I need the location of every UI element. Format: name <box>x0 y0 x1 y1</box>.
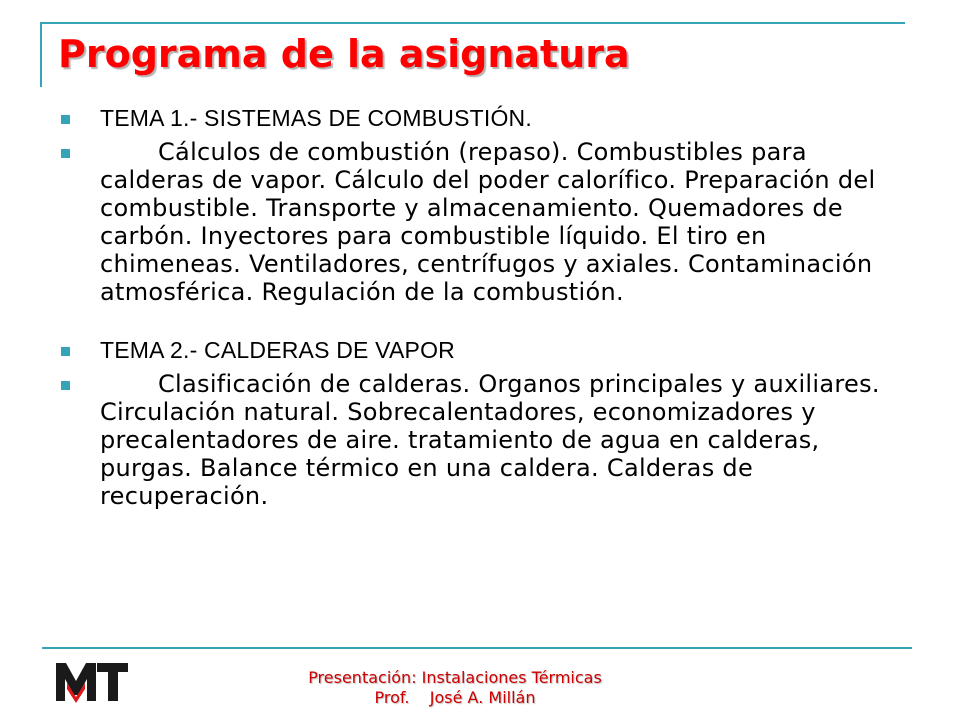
square-bullet-icon <box>61 347 70 356</box>
footer-professor: Prof. José A. Millán <box>374 688 536 707</box>
list-item-text: Cálculos de combustión (repaso). Combustibles para calderas de vapor. Cálculo del poder calorífico. Preparación del combustible. Transporte y almacenamiento. Quemadores de carbón. Inyectores para combustible líquido. El tiro en chimeneas. Ventiladores, centrífugos y axiales. Contaminación atmosférica. Regulación de la combustión. <box>100 138 876 306</box>
list-item-tema-1 <box>58 104 893 132</box>
square-bullet-icon <box>61 115 70 124</box>
list-item-tema-2-content <box>58 370 893 510</box>
list-item-text: TEMA 1.- SISTEMAS DE COMBUSTIÓN. <box>100 105 532 131</box>
slide-title: Programa de la asignatura <box>58 32 630 76</box>
list-item-text: Clasificación de calderas. Organos principales y auxiliares. Circulación natural. Sobrecalentadores, economizadores y precalentadores de aire. tratamiento de agua en calderas, purgas. Balance térmico en una caldera. Calderas de recuperación. <box>100 370 880 510</box>
footer-rule <box>42 647 912 649</box>
top-rule <box>40 22 905 24</box>
list-item-tema-2 <box>58 336 893 364</box>
mt-logo-icon <box>54 659 130 705</box>
square-bullet-icon <box>61 381 70 390</box>
content-list <box>58 104 893 510</box>
list-item-text: TEMA 2.- CALDERAS DE VAPOR <box>100 337 455 363</box>
list-item-tema-1-content <box>58 138 893 306</box>
footer-caption <box>255 668 655 708</box>
footer-presentation: Presentación: Instalaciones Térmicas <box>308 668 602 687</box>
square-bullet-icon <box>61 149 70 158</box>
left-rule <box>40 22 42 87</box>
